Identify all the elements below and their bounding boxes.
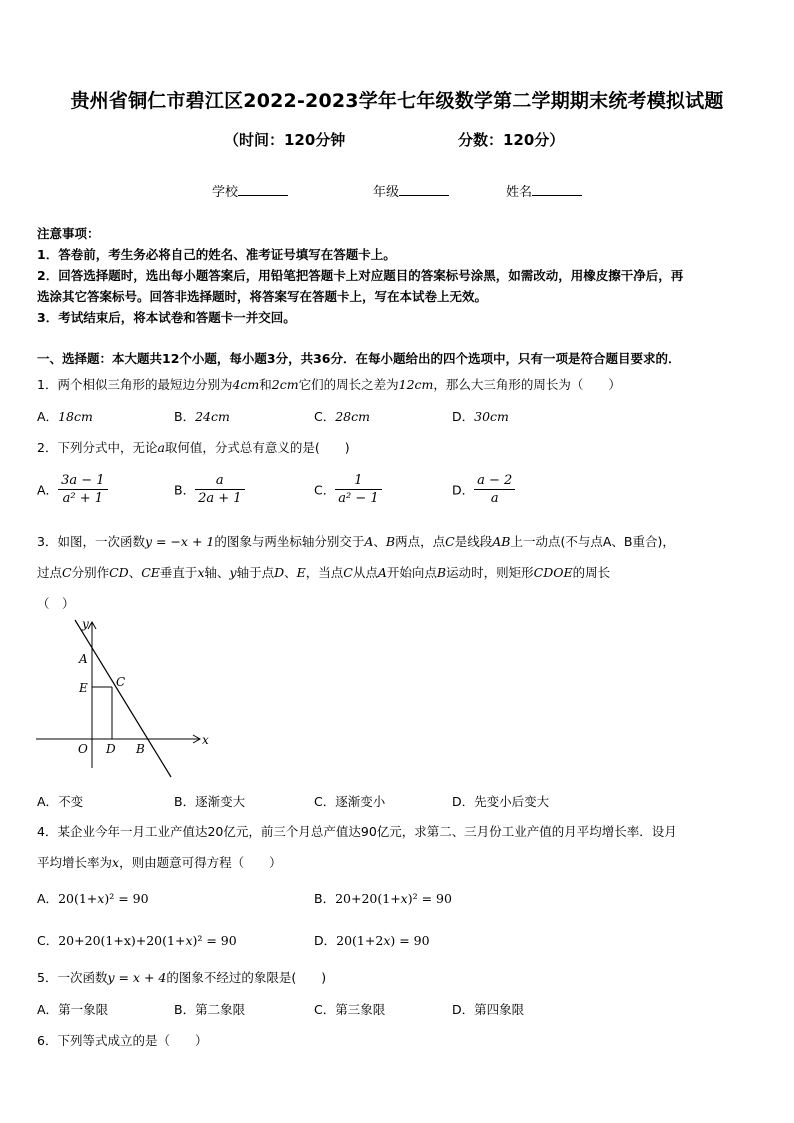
- name-label: 姓名: [506, 185, 533, 200]
- question-6-stem: 6．下列等式成立的是（ ）: [37, 1033, 208, 1048]
- q2-option-c: C． $\frac{1}{\text{a² − 1}}$: [314, 472, 382, 507]
- q3-figure: [30, 612, 220, 787]
- q4-option-a: A．20(1+x)² = 90: [37, 891, 149, 906]
- q5-option-c: C．第三象限: [314, 1002, 386, 1017]
- question-2-stem: 2．下列分式中，无论a取何值，分式总有意义的是( ): [37, 440, 350, 455]
- q1-option-d: D．30cm: [452, 409, 509, 424]
- section-heading: 一、选择题：本大题共12个小题，每小题3分，共36分．在每小题给出的四个选项中，只有一项是符合题目要求的．: [37, 351, 681, 366]
- q1-option-c: C．28cm: [314, 409, 370, 424]
- school-label: 学校: [212, 185, 239, 200]
- grade-field: [373, 181, 449, 200]
- question-5-stem: 5．一次函数y = x + 4的图象不经过的象限是( ): [37, 970, 327, 985]
- q5-option-d: D．第四象限: [452, 1002, 525, 1017]
- q1-option-a: A．18cm: [37, 409, 93, 424]
- q5-option-b: B．第二象限: [174, 1002, 246, 1017]
- q4-option-c: C．20+20(1+x)+20(1+x)² = 90: [37, 933, 237, 948]
- q3-option-a: A．不变: [37, 794, 84, 809]
- school-field: [212, 181, 288, 200]
- label-d: D: [106, 742, 116, 756]
- question-3-stem-line1: 3．如图，一次函数y = −x + 1的图象与两坐标轴分别交于A、B两点，点C是线段AB上一动点(不与点A、B重合)，: [37, 534, 675, 549]
- q2-option-b: B． $\frac{a}{2a + 1}$: [174, 472, 245, 507]
- q3-option-d: D．先变小后变大: [452, 794, 550, 809]
- exam-score: 分数：120分）: [458, 131, 565, 149]
- name-blank: [532, 183, 582, 196]
- question-3-stem-line3: （ ）: [37, 596, 75, 611]
- page-title: 贵州省铜仁市碧江区2022-2023学年七年级数学第二学期期末统考模拟试题: [70, 90, 724, 112]
- notice-heading: 注意事项：: [37, 226, 100, 241]
- school-blank: [238, 183, 288, 196]
- notice-item: 1．答卷前，考生务必将自己的姓名、准考证号填写在答题卡上。: [37, 247, 396, 262]
- q3-option-b: B．逐渐变大: [174, 794, 246, 809]
- label-b: B: [136, 742, 145, 756]
- function-line: [75, 620, 171, 777]
- question-4-stem-line2: 平均增长率为x，则由题意可得方程（ ）: [37, 855, 282, 870]
- label-c: C: [116, 675, 126, 689]
- notice-item: 选涂其它答案标号。回答非选择题时，将答案写在答题卡上，写在本试卷上无效。: [37, 289, 488, 304]
- q2-option-a: A． $\frac{3a - 1}{\text{a² + 1}}$: [37, 472, 108, 507]
- grade-label: 年级: [373, 185, 400, 200]
- label-y: y: [82, 617, 89, 631]
- q3-option-c: C．逐渐变小: [314, 794, 386, 809]
- exam-time: （时间：120分钟: [224, 131, 346, 149]
- notice-item: 2．回答选择题时，选出每小题答案后，用铅笔把答题卡上对应题目的答案标号涂黑，如需改动，用橡皮擦干净后，再: [37, 268, 684, 283]
- notice-item: 3．考试结束后，将本试卷和答题卡一并交回。: [37, 310, 296, 325]
- q4-option-d: D．20(1+2x) = 90: [314, 933, 430, 948]
- question-1-stem: 1．两个相似三角形的最短边分别为4cm和2cm它们的周长之差为12cm，那么大三角形的周长为（ ）: [37, 377, 621, 392]
- label-e: E: [79, 681, 88, 695]
- label-o: O: [78, 742, 88, 756]
- name-field: [506, 181, 582, 200]
- q2-option-d: D． $\frac{a - 2}{a}$: [452, 472, 515, 507]
- q4-option-b: B．20+20(1+x)² = 90: [314, 891, 452, 906]
- q5-option-a: A．第一象限: [37, 1002, 109, 1017]
- grade-blank: [399, 183, 449, 196]
- q1-option-b: B．24cm: [174, 409, 230, 424]
- label-x: x: [202, 733, 209, 747]
- label-a: A: [79, 652, 88, 666]
- question-4-stem-line1: 4．某企业今年一月工业产值达20亿元，前三个月总产值达90亿元，求第二、三月份工业产值的月平均增长率．设月: [37, 824, 677, 839]
- question-3-stem-line2: 过点C分别作CD、CE垂直于x轴、y轴于点D、E，当点C从点A开始向点B运动时，则矩形CDOE的周长: [37, 565, 611, 580]
